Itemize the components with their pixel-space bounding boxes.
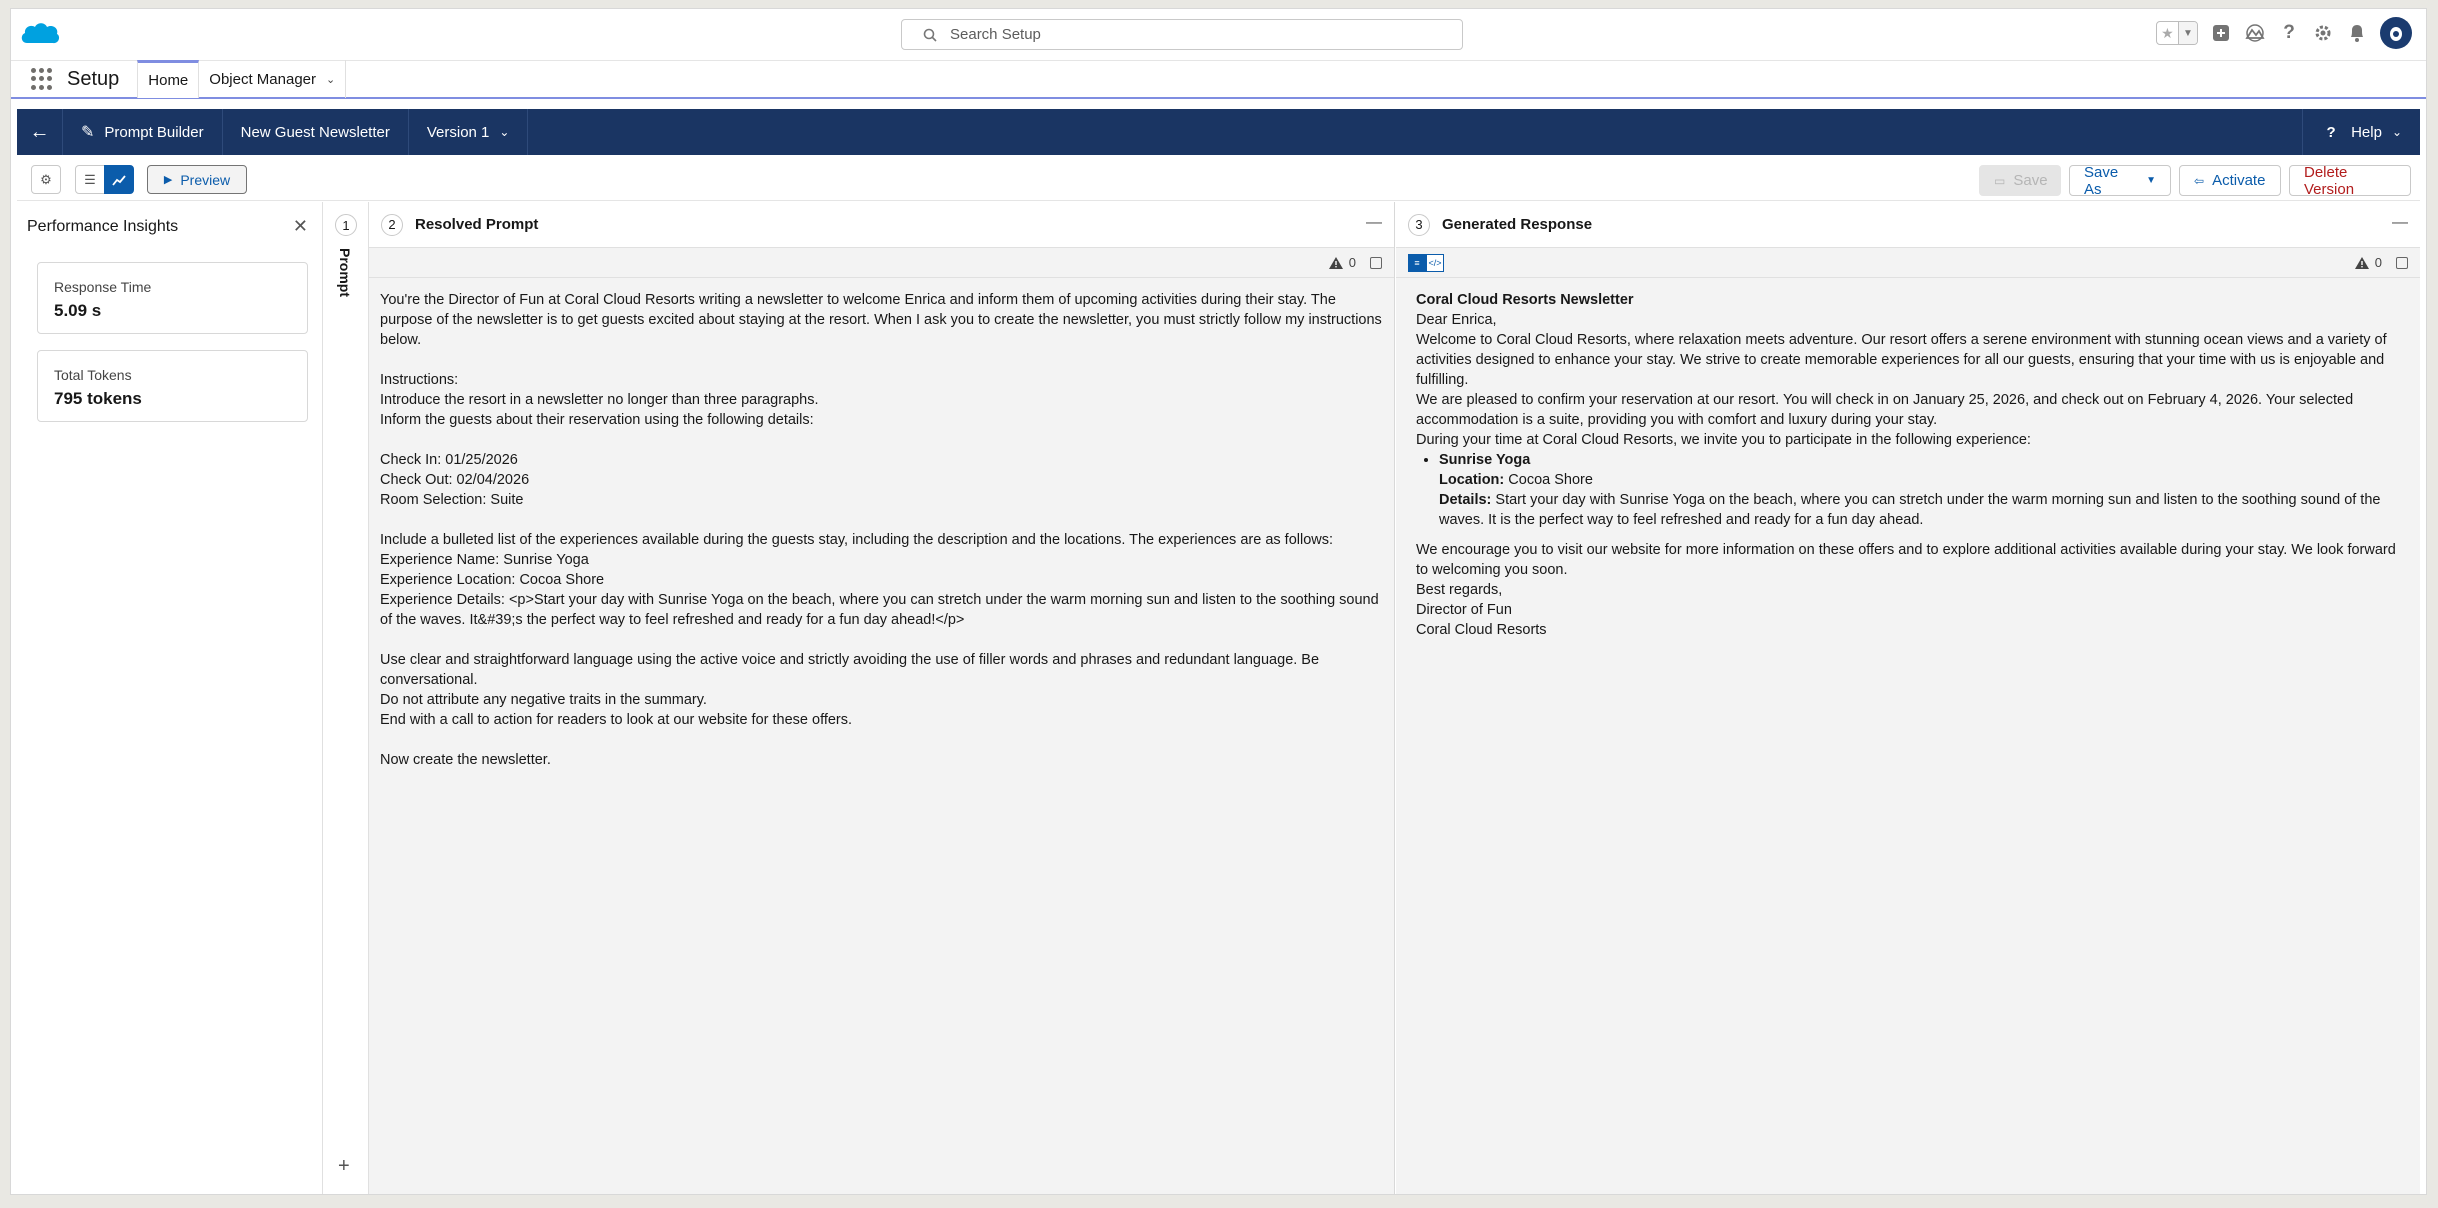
preview-label: Preview — [180, 171, 231, 188]
total-tokens-card — [37, 350, 308, 422]
tab-object-manager-label: Object Manager — [209, 70, 317, 88]
newsletter-heading: Coral Cloud Resorts Newsletter — [1416, 292, 1634, 308]
resolved-prompt-text: You're the Director of Fun at Coral Cloud Resorts writing a newsletter to welcome Enrica and inform them of upcoming activities during their stay. The purpose of the newsletter is to get guests excited about staying at the resort. When I ask you to create the newsletter, you must strictly follow my instructions below. Instructions: Introduce the resort in a newsletter no longer than three paragraphs. Inform the guests about their reservation using the following details: Check In: 01/25/2026 Check Out: 02/04/2026 Room Selection: Suite Include a bulleted list of the experiences available during the guests stay, including the description and the locations. The experiences are as follows: Experience Name: Sunrise Yoga Experience Location: Cocoa Shore Experience Details: <p>Start your day with Sunrise Yoga on the beach, where you can stretch under the warm morning sun and listen to the soothing sound of the waves. It&#39;s the perfect way to feel refreshed and ready for a fun day ahead!</p> Use clear and straightforward language using the active voice and strictly avoiding the use of filler words and phrases and redundant language. Be conversational. Do not attribute any negative traits in the summary. End with a call to action for readers to look at our website for these offers. Now create the newsletter. — [380, 292, 1382, 768]
rich-text-view-icon[interactable]: ≡ — [1408, 254, 1426, 272]
sliders-icon: ☰ — [84, 171, 96, 187]
experience-name: • Sunrise Yoga — [1439, 452, 1531, 468]
user-avatar[interactable] — [2380, 17, 2412, 49]
minimize-icon[interactable]: — — [2392, 214, 2408, 231]
response-time-value: 5.09 s — [54, 301, 102, 320]
search-placeholder: Search Setup — [950, 26, 1041, 43]
response-time-label: Response Time — [54, 279, 152, 295]
play-icon: ▶ — [163, 174, 173, 186]
warning-icon — [2355, 257, 2369, 269]
setup-nav-bar — [11, 61, 2426, 99]
step-number: 2 — [381, 214, 403, 236]
chevron-down-icon[interactable]: ⌄ — [326, 73, 336, 86]
delete-version-button[interactable] — [2289, 165, 2411, 196]
total-tokens-label: Total Tokens — [54, 367, 132, 383]
details-value: Start your day with Sunrise Yoga on the beach, where you can stretch under the warm morning sun and listen to the soothing sound of the waves. It is the perfect way to feel refreshed and ready for a fun day ahead. — [1439, 492, 2381, 528]
step-number: 1 — [335, 214, 357, 236]
builder-toolbar — [17, 155, 2420, 201]
response-time-card — [37, 262, 308, 334]
signature-title: Director of Fun — [1416, 602, 1512, 618]
global-header — [11, 9, 2426, 61]
salesforce-cloud-logo[interactable] — [19, 19, 61, 49]
prompt-builder-title — [63, 109, 223, 155]
warning-icon — [1329, 257, 1343, 269]
help-menu[interactable] — [2302, 109, 2420, 155]
chevron-down-icon[interactable]: ▼ — [2178, 22, 2197, 44]
gear-icon: ⚙ — [40, 171, 52, 187]
app-title: Setup — [67, 67, 120, 90]
prompt-builder-label: Prompt Builder — [104, 123, 204, 141]
copy-icon[interactable] — [1370, 257, 1382, 269]
experience-list — [1439, 450, 2400, 530]
signoff: Best regards, — [1416, 582, 1503, 598]
save-as-label: Save As — [2084, 163, 2119, 198]
resolved-prompt-subbar — [369, 248, 1394, 278]
template-name-label: New Guest Newsletter — [240, 123, 390, 141]
location-value: Cocoa Shore — [1508, 472, 1593, 488]
newsletter-paragraph: We are pleased to confirm your reservation at our resort. You will check in on January 25, 2026, and check out on February 4, 2026. Your selected accommodation is a suite, providing you with comfort and luxury during your stay. — [1416, 392, 2354, 428]
version-label: Version 1 — [426, 123, 490, 141]
preview-button[interactable] — [147, 165, 247, 194]
gear-icon[interactable] — [2312, 22, 2334, 44]
app-window — [10, 8, 2427, 1195]
view-toggle[interactable] — [1408, 254, 1444, 272]
save-label: Save — [2013, 172, 2048, 189]
trailhead-icon[interactable] — [2244, 22, 2266, 44]
generated-response-subbar — [1396, 248, 2420, 278]
warning-count[interactable] — [2355, 255, 2408, 270]
resolved-prompt-header — [369, 202, 1394, 248]
generated-response-panel — [1396, 202, 2420, 1194]
utility-icons — [2156, 17, 2412, 49]
newsletter-paragraph: During your time at Coral Cloud Resorts, we invite you to participate in the following experience: — [1416, 432, 2031, 448]
search-input[interactable] — [901, 19, 1463, 50]
back-arrow-icon[interactable]: ← — [17, 109, 63, 155]
save-button[interactable] — [1979, 165, 2061, 196]
insights-title: Performance Insights — [27, 218, 179, 235]
generated-response-title: Generated Response — [1442, 216, 1593, 233]
copy-icon[interactable] — [2396, 257, 2408, 269]
newsletter-greeting: Dear Enrica, — [1416, 312, 1497, 328]
version-dropdown[interactable] — [409, 109, 529, 155]
settings-sliders-button[interactable] — [75, 165, 105, 194]
total-tokens-value: 795 tokens — [54, 389, 142, 408]
save-icon: ▭ — [1994, 173, 2006, 188]
chevron-down-icon: ⌄ — [499, 125, 510, 139]
code-view-icon[interactable]: </> — [1426, 254, 1444, 272]
resolved-prompt-panel — [369, 202, 1395, 1194]
chevron-down-icon: ⌄ — [2391, 125, 2402, 139]
warning-count-value: 0 — [1348, 255, 1356, 270]
prompt-builder-header — [17, 109, 2420, 155]
details-label: Details: — [1439, 492, 1492, 508]
generated-response-text — [1396, 278, 2420, 652]
help-label: Help — [2351, 123, 2382, 141]
tab-object-manager[interactable] — [199, 60, 346, 98]
warning-count[interactable] — [1329, 255, 1382, 270]
tab-home[interactable] — [137, 60, 199, 98]
prompt-rail-label[interactable]: Prompt — [337, 248, 353, 297]
add-icon[interactable] — [2210, 22, 2232, 44]
tab-home-label: Home — [148, 72, 189, 89]
prompt-builder-icon: ✎ — [81, 124, 95, 141]
list-item — [1439, 450, 2400, 530]
step-number: 3 — [1408, 214, 1430, 236]
caret-down-icon: ▼ — [2146, 175, 2156, 186]
experience-details — [1439, 490, 2400, 530]
help-icon: ? — [2326, 123, 2336, 141]
experience-location — [1439, 470, 2400, 490]
star-icon[interactable]: ★ — [2161, 24, 2174, 41]
close-icon[interactable]: ✕ — [292, 216, 308, 236]
favorites-button[interactable] — [2156, 21, 2198, 45]
generated-response-header — [1396, 202, 2420, 248]
newsletter-paragraph: We encourage you to visit our website for more information on these offers and to explore additional activities available during your stay. We look forward to welcoming you soon. — [1416, 542, 2396, 578]
activate-button[interactable] — [2179, 165, 2281, 196]
save-as-button[interactable] — [2069, 165, 2171, 196]
prompt-step-rail[interactable] — [323, 202, 369, 1194]
search-icon — [922, 27, 938, 43]
configuration-button[interactable] — [31, 165, 61, 194]
delete-version-label: Delete Version — [2304, 163, 2355, 198]
performance-insights-button[interactable] — [104, 165, 134, 194]
activate-icon: ⇦ — [2194, 173, 2205, 188]
add-icon[interactable]: + — [338, 1155, 350, 1177]
newsletter-paragraph: Welcome to Coral Cloud Resorts, where relaxation meets adventure. Our resort offers a serene environment with stunning ocean views and a variety of activities designed to enhance your stay. We strive to create memorable experiences for all our guests, ensuring that your time with us is enjoyable and fulfilling. — [1416, 332, 2387, 388]
chart-icon — [112, 173, 126, 187]
warning-count-value: 0 — [2374, 255, 2382, 270]
performance-insights-panel — [17, 202, 323, 1194]
help-icon[interactable]: ? — [2283, 22, 2295, 43]
resolved-prompt-title: Resolved Prompt — [415, 216, 539, 233]
signature-company: Coral Cloud Resorts — [1416, 622, 1547, 638]
app-launcher-icon[interactable] — [31, 68, 53, 90]
notification-bell-icon[interactable] — [2346, 22, 2368, 44]
template-name — [223, 109, 409, 155]
activate-label: Activate — [2212, 172, 2266, 189]
location-label: Location: — [1439, 472, 1505, 488]
minimize-icon[interactable]: — — [1366, 214, 1382, 231]
